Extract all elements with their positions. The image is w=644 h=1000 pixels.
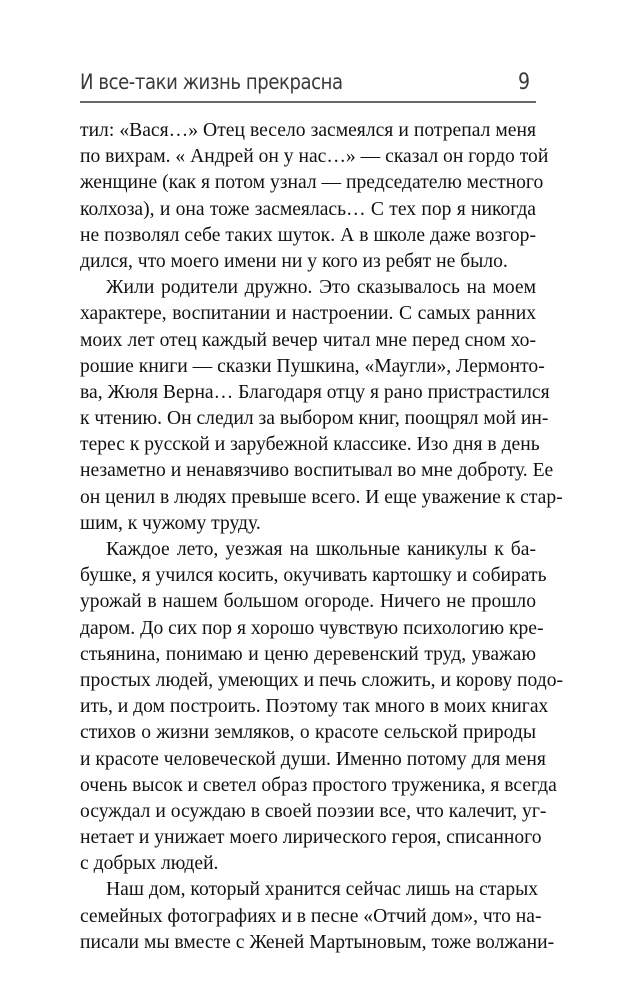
text-line: не позволял себе таких шуток. А в школе даже возгор- — [80, 224, 536, 246]
text-line: стихов о жизни земляков, о красоте сельской природы — [80, 722, 536, 744]
body-text — [80, 118, 564, 956]
text-line: рошие книги — сказки Пушкина, «Маугли», Лермонто- — [80, 355, 545, 377]
text-line: семейных фотографиях и в песне «Отчий дом», что на- — [80, 905, 542, 927]
text-line: колхоза), и она тоже засмеялась… С тех пор я никогда — [80, 198, 536, 220]
text-line: характере, воспитании и настроении. С самых ранних — [80, 303, 536, 325]
text-line: тил: «Вася…» Отец весело засмеялся и потрепал меня — [80, 120, 536, 141]
text-line: бушке, я учился косить, окучивать картошку и собирать — [80, 565, 547, 587]
text-line: шим, к чужому труду. — [80, 512, 261, 534]
text-line: урожай в нашем большом огороде. Ничего не прошло — [80, 591, 536, 613]
text-line: незаметно и ненавязчиво воспитывал во мне доброту. Ее — [80, 460, 554, 482]
text-line: дился, что моего имени ни у кого из ребят не было. — [80, 250, 508, 272]
header-rule — [80, 101, 536, 103]
text-line: терес к русской и зарубежной классике. Изо дня в день — [80, 434, 540, 456]
text-line: ва, Жюля Верна… Благодаря отцу я рано пристрастился — [80, 381, 550, 403]
text-line: писали мы вместе с Женей Мартыновым, тоже волжани- — [80, 931, 555, 953]
text-line: Жили родители дружно. Это сказывалось на моем — [106, 277, 536, 299]
text-line: очень высок и светел образ простого труженика, я всегда — [80, 774, 557, 796]
text-line: к чтению. Он следил за выбором книг, поощрял мой ин- — [80, 408, 549, 430]
text-line: Наш дом, который хранится сейчас лишь на старых — [106, 879, 539, 901]
text-line: простых людей, умеющих и печь сложить, и корову подо- — [80, 669, 564, 691]
page-number: 9 — [518, 70, 531, 95]
text-line: стьянина, понимаю и ценю деревенский труд, уважаю — [80, 643, 536, 665]
text-line: по вихрам. « Андрей он у нас…» — сказал он гордо той — [80, 146, 549, 168]
text-line: Каждое лето, уезжая на школьные каникулы к ба- — [106, 539, 536, 560]
text-line: с добрых людей. — [80, 853, 219, 875]
text-line: даром. До сих пор я хорошо чувствую психологию кре- — [80, 617, 544, 639]
text-line: моих лет отец каждый вечер читал мне перед сном хо- — [80, 329, 536, 351]
text-line: женщине (как я потом узнал — председателю местного — [80, 172, 544, 194]
text-line: ить, и дом построить. Поэтому так много в моих книгах — [80, 696, 549, 718]
text-line: нетает и унижает моего лирического героя, списанного — [80, 827, 542, 849]
running-title: И все-таки жизнь прекрасна — [80, 70, 343, 94]
text-line: и красоте человеческой души. Именно потому для меня — [80, 748, 546, 770]
text-line: осуждал и осуждаю в своей поэзии все, что калечит, уг- — [80, 800, 547, 822]
text-line: он ценил в людях превыше всего. И еще уважение к стар- — [80, 486, 563, 508]
